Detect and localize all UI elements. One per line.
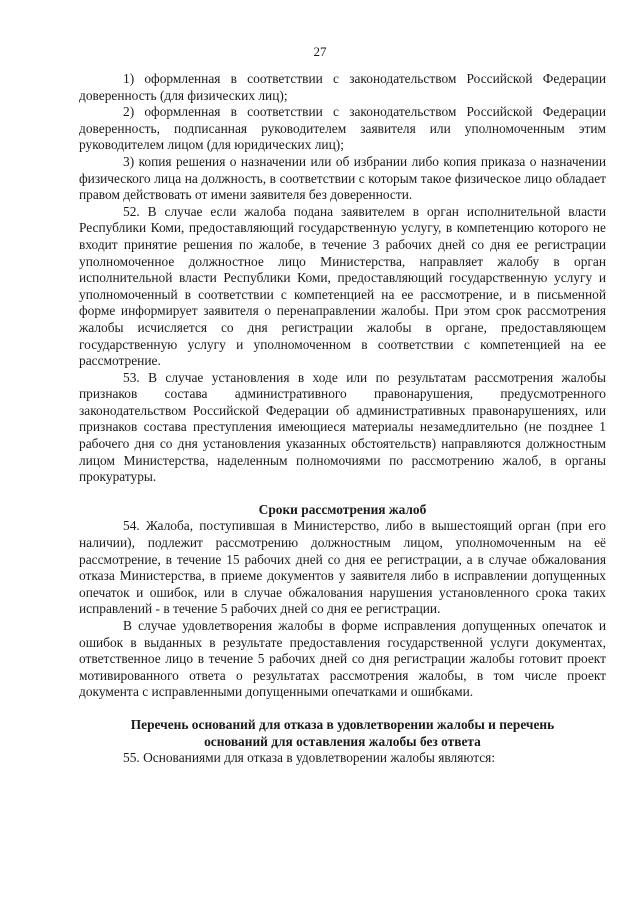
page-number: 27: [313, 44, 327, 59]
section-heading-refusal-line-2: оснований для оставления жалобы без ответа: [204, 733, 481, 749]
paragraph-55: 55. Основаниями для отказа в удовлетворении жалобы являются:: [123, 750, 496, 766]
paragraph-54-continued: В случае удовлетворения жалобы в форме исправления допущенных опечаток и ошибок в выданных в результате предоставления государственной услуги документах, ответственное лицо в течение 5 рабочих дней со дня регистрации жалобы готовит проект мотивированного ответа о результатах рассмотрения жалобы, в том числе проект документа с исправленными допущенными опечатками и ошибками.: [79, 618, 606, 700]
document-body: [79, 71, 606, 767]
paragraph-item-2: 2) оформленная в соответствии с законодательством Российской Федерации доверенность, подписанная руководителем заявителя или уполномоченным этим руководителем лицом (для юридических лиц);: [79, 104, 606, 153]
section-heading-refusal-line-1: Перечень оснований для отказа в удовлетворении жалобы и перечень: [130, 716, 555, 732]
paragraph-53: 53. В случае установления в ходе или по результатам рассмотрения жалобы признаков состава административного правонарушения, предусмотренного законодательством Российской Федерации об административных правонарушениях, или признаков состава преступления имеющиеся материалы незамедлительно (не позднее 1 рабочего дня со дня установления указанных обстоятельств) направляются должностным лицом Министерства, наделенным полномочиями по рассмотрению жалоб, в органы прокуратуры.: [79, 369, 606, 485]
paragraph-54: 54. Жалоба, поступившая в Министерство, либо в вышестоящий орган (при его наличии), подлежит рассмотрению должностным лицом, уполномоченным на её рассмотрение, в течение 15 рабочих дней со дня ее регистрации, а в случае обжалования отказа Министерства, в приеме документов у заявителя либо в исправлении допущенных опечаток и ошибок, или в случае обжалования нарушения установленного срока таких исправлений - в течение 5 рабочих дней со дня ее регистрации.: [79, 518, 606, 617]
section-heading-refusal: [79, 717, 606, 750]
paragraph-item-1: 1) оформленная в соответствии с законодательством Российской Федерации доверенность (для физических лиц);: [79, 71, 606, 103]
section-heading-review-terms: Сроки рассмотрения жалоб: [258, 501, 427, 517]
paragraph-item-3: 3) копия решения о назначении или об избрании либо копия приказа о назначении физического лица на должность, в соответствии с которым такое физическое лицо обладает правом действовать от имени заявителя без доверенности.: [79, 153, 606, 203]
paragraph-52: 52. В случае если жалоба подана заявителем в орган исполнительной власти Республики Коми, предоставляющий государственную услугу, в компетенцию которого не входит принятие решения по жалобе, в течение 3 рабочих дней со дня ее регистрации уполномоченное должностное лицо Министерства, направляет жалобу в орган исполнительной власти Республики Коми, предоставляющий государственную услугу и уполномоченный в соответствии с компетенцией на ее рассмотрение, и в письменной форме информирует заявителя о перенаправлении жалобы. При этом срок рассмотрения жалобы исчисляется со дня регистрации жалобы в органе, предоставляющем государственную услугу и уполномоченном в соответствии с компетенцией на ее рассмотрение.: [79, 203, 606, 369]
